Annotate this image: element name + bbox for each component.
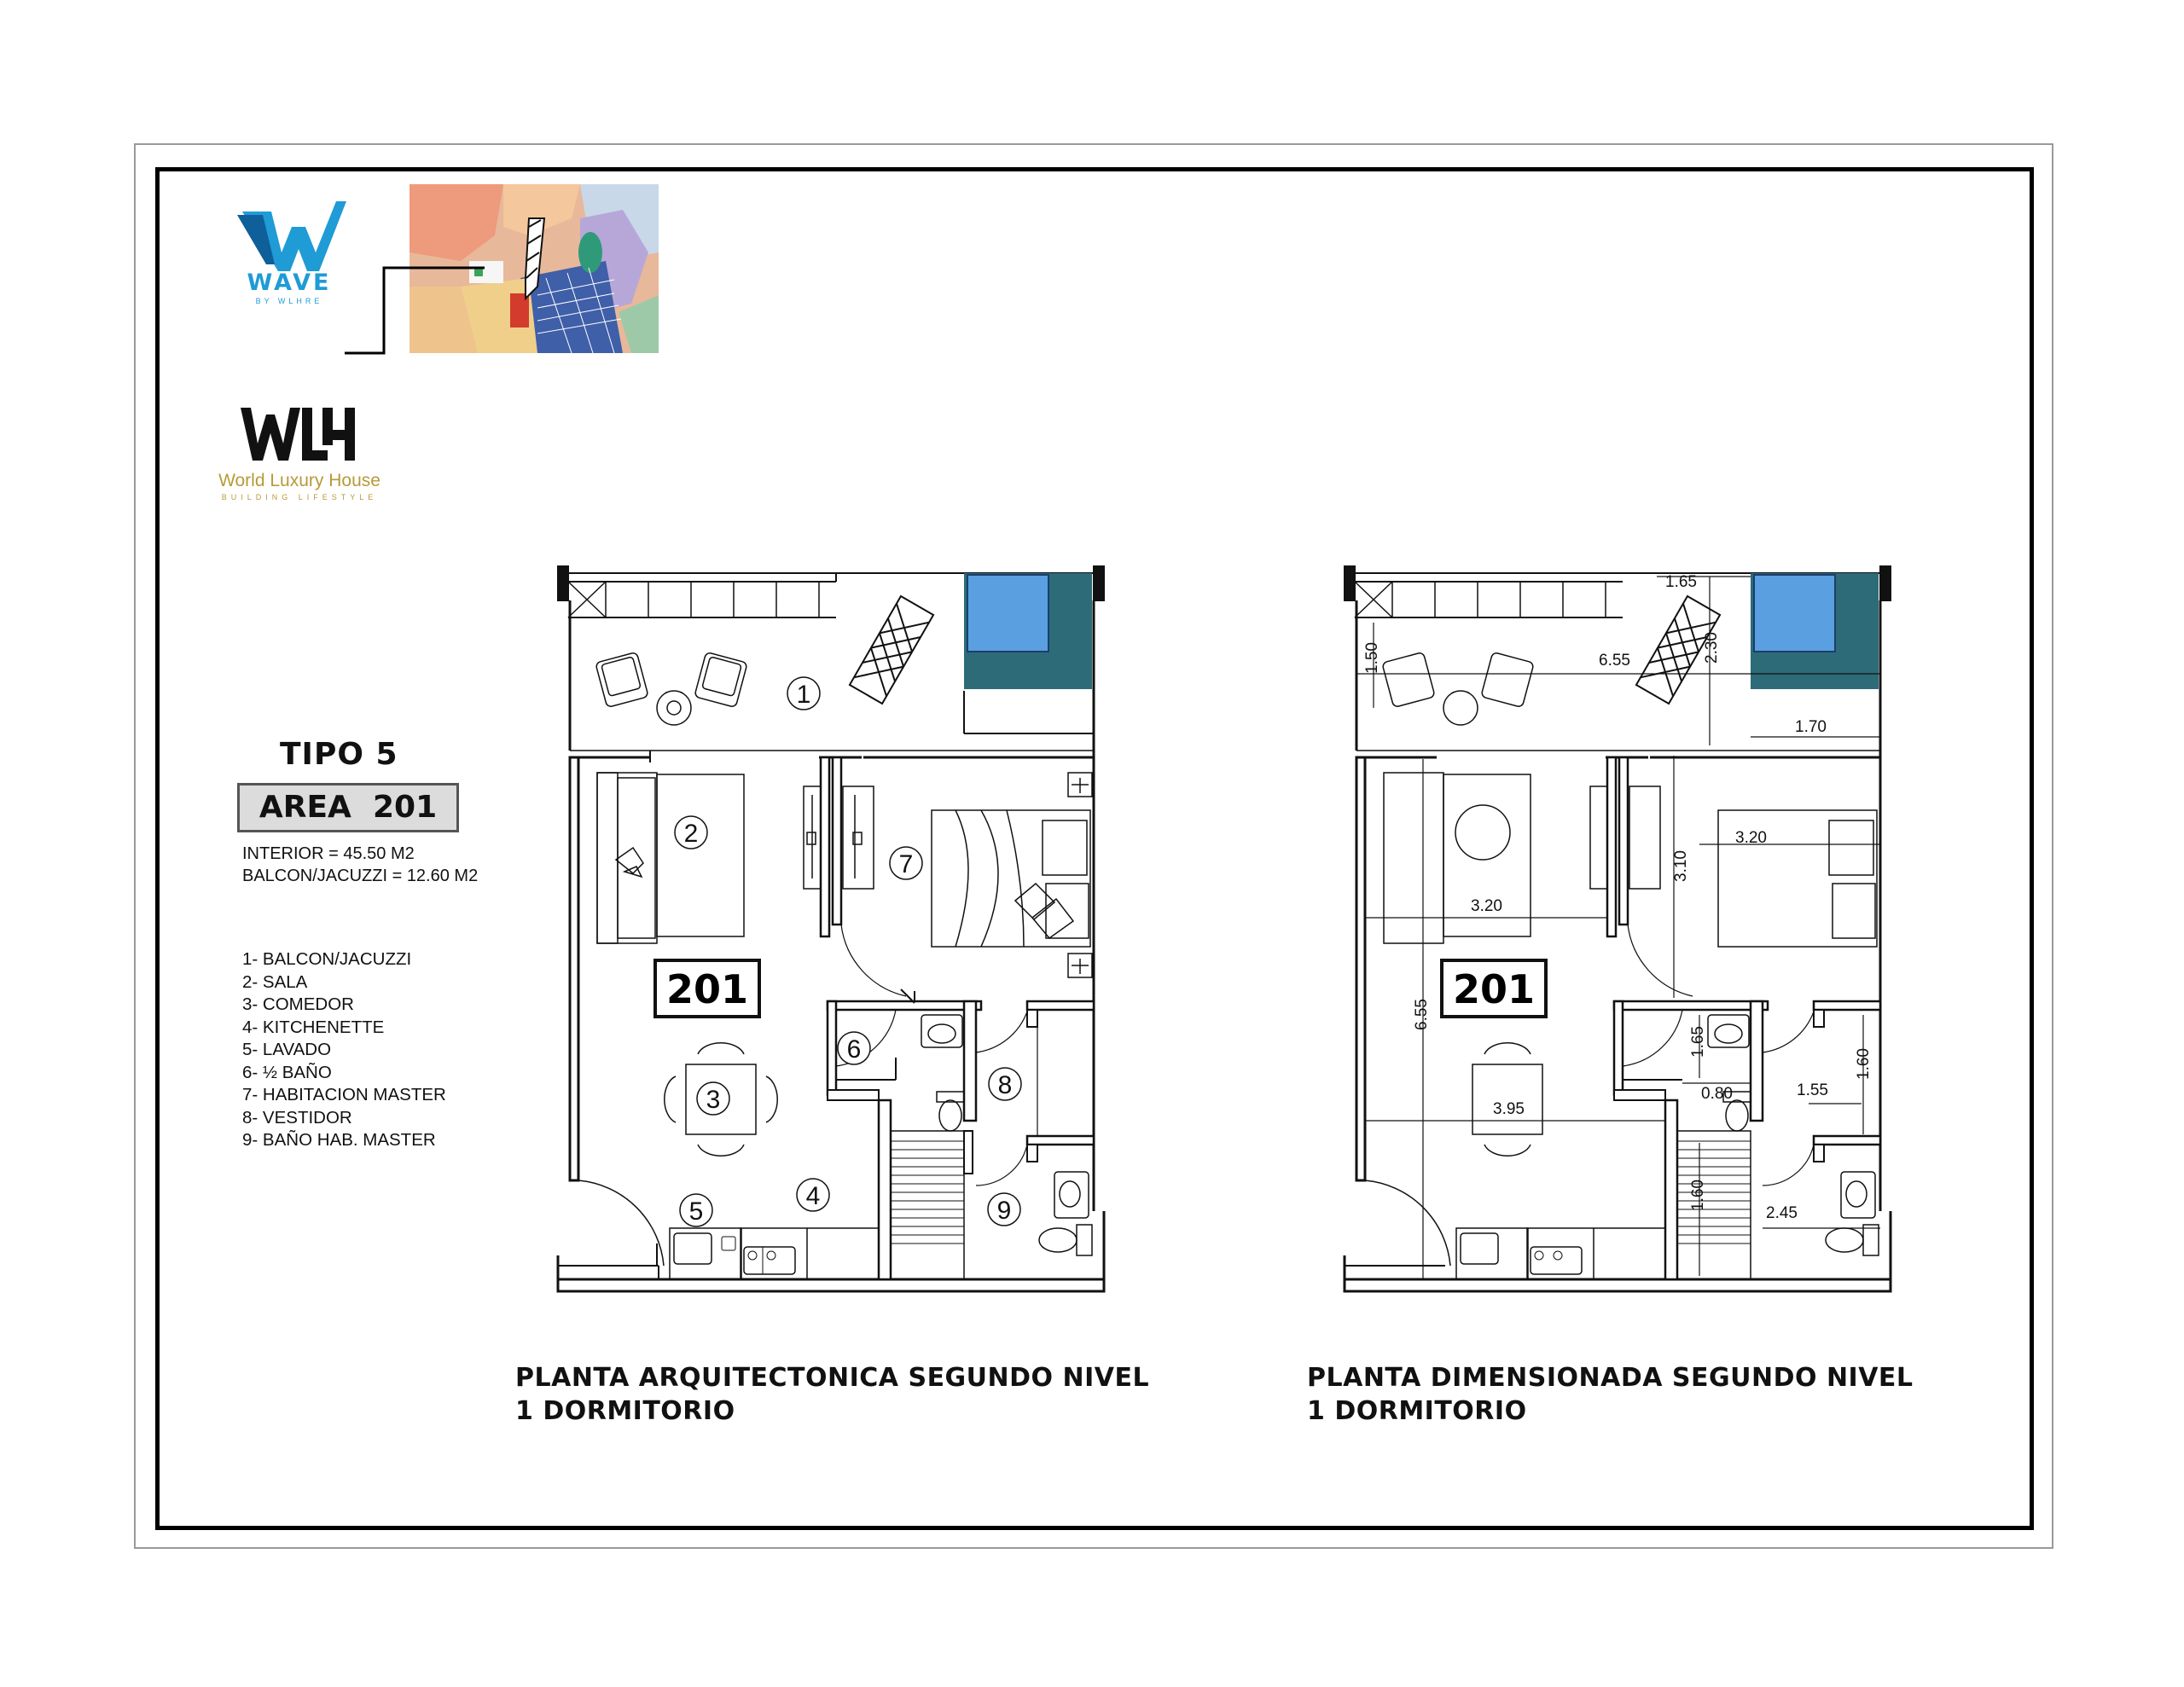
room-marker-5: 5	[688, 1197, 704, 1226]
legend-item: 9- BAÑO HAB. MASTER	[242, 1130, 436, 1150]
caption-right-line1: PLANTA DIMENSIONADA SEGUNDO NIVEL	[1307, 1363, 1914, 1393]
site-map-pointer	[341, 264, 486, 355]
plan-caption-left	[515, 1361, 1149, 1428]
bed	[932, 773, 1092, 977]
area-label-box: AREA 201	[237, 783, 459, 832]
room-marker-9: 9	[996, 1197, 1012, 1225]
legend-item: 4- KITCHENETTE	[242, 1017, 385, 1037]
room-marker-4: 4	[805, 1182, 821, 1210]
plan-caption-right	[1307, 1361, 1914, 1428]
room-marker-2: 2	[683, 820, 699, 848]
wave-logo-text: WAVE	[247, 270, 332, 296]
wave-logo-sub: BY WLHRE	[255, 297, 323, 305]
legend-item: 1- BALCON/JACUZZI	[242, 949, 412, 969]
interior-area: INTERIOR = 45.50 M2	[242, 844, 415, 863]
legend-item: 2- SALA	[242, 971, 308, 992]
legend-item: 6- ½ BAÑO	[242, 1062, 332, 1082]
unit-type-title: TIPO 5	[280, 737, 398, 772]
wlh-logo	[239, 406, 358, 462]
dim-label: 6.55	[1413, 999, 1431, 1030]
legend-item: 5- LAVADO	[242, 1040, 332, 1059]
room-marker-8: 8	[997, 1071, 1013, 1099]
floor-plan-dimensioned	[1341, 554, 1925, 1298]
dim-label: 1.65	[1689, 1026, 1707, 1058]
dim-label: 1.55	[1797, 1081, 1828, 1099]
wlh-tagline: BUILDING LIFESTYLE	[221, 493, 378, 501]
balcony-chairs	[595, 652, 747, 725]
dim-label: 2.45	[1766, 1204, 1798, 1222]
wlh-company-name: World Luxury House	[218, 471, 380, 490]
caption-left-line2: 1 DORMITORIO	[515, 1396, 735, 1426]
caption-right-line2: 1 DORMITORIO	[1307, 1396, 1527, 1426]
unit-number: 201	[665, 966, 749, 1012]
dim-label: 2.30	[1703, 632, 1721, 664]
room-legend	[242, 948, 446, 1152]
dim-label: 0.80	[1701, 1085, 1733, 1103]
dim-label: 1.65	[1665, 573, 1697, 591]
jacuzzi	[964, 573, 1094, 733]
legend-item: 3- COMEDOR	[242, 994, 354, 1014]
legend-item: 7- HABITACION MASTER	[242, 1085, 446, 1104]
dim-label: 1.60	[1855, 1048, 1873, 1080]
caption-left-line1: PLANTA ARQUITECTONICA SEGUNDO NIVEL	[515, 1363, 1150, 1393]
dim-label: 6.55	[1599, 652, 1630, 670]
jacuzzi	[1751, 573, 1879, 689]
dim-label: 1.50	[1363, 642, 1381, 674]
dim-label: 3.10	[1672, 850, 1690, 882]
dim-label: 1.70	[1795, 718, 1827, 736]
sun-lounger	[850, 596, 933, 704]
room-marker-3: 3	[706, 1086, 721, 1114]
unit-number: 201	[1452, 966, 1536, 1012]
dim-label: 3.20	[1735, 829, 1767, 847]
room-marker-6: 6	[846, 1035, 862, 1064]
legend-item: 8- VESTIDOR	[242, 1107, 352, 1128]
dim-label: 1.60	[1689, 1180, 1707, 1211]
dim-label: 3.20	[1471, 897, 1502, 915]
floor-plan-architectural	[555, 554, 1138, 1298]
balcony-area: BALCON/JACUZZI = 12.60 M2	[242, 867, 479, 885]
dim-label: 3.95	[1493, 1100, 1525, 1118]
sofa	[597, 773, 744, 943]
room-marker-1: 1	[796, 681, 811, 709]
room-marker-7: 7	[898, 850, 914, 878]
